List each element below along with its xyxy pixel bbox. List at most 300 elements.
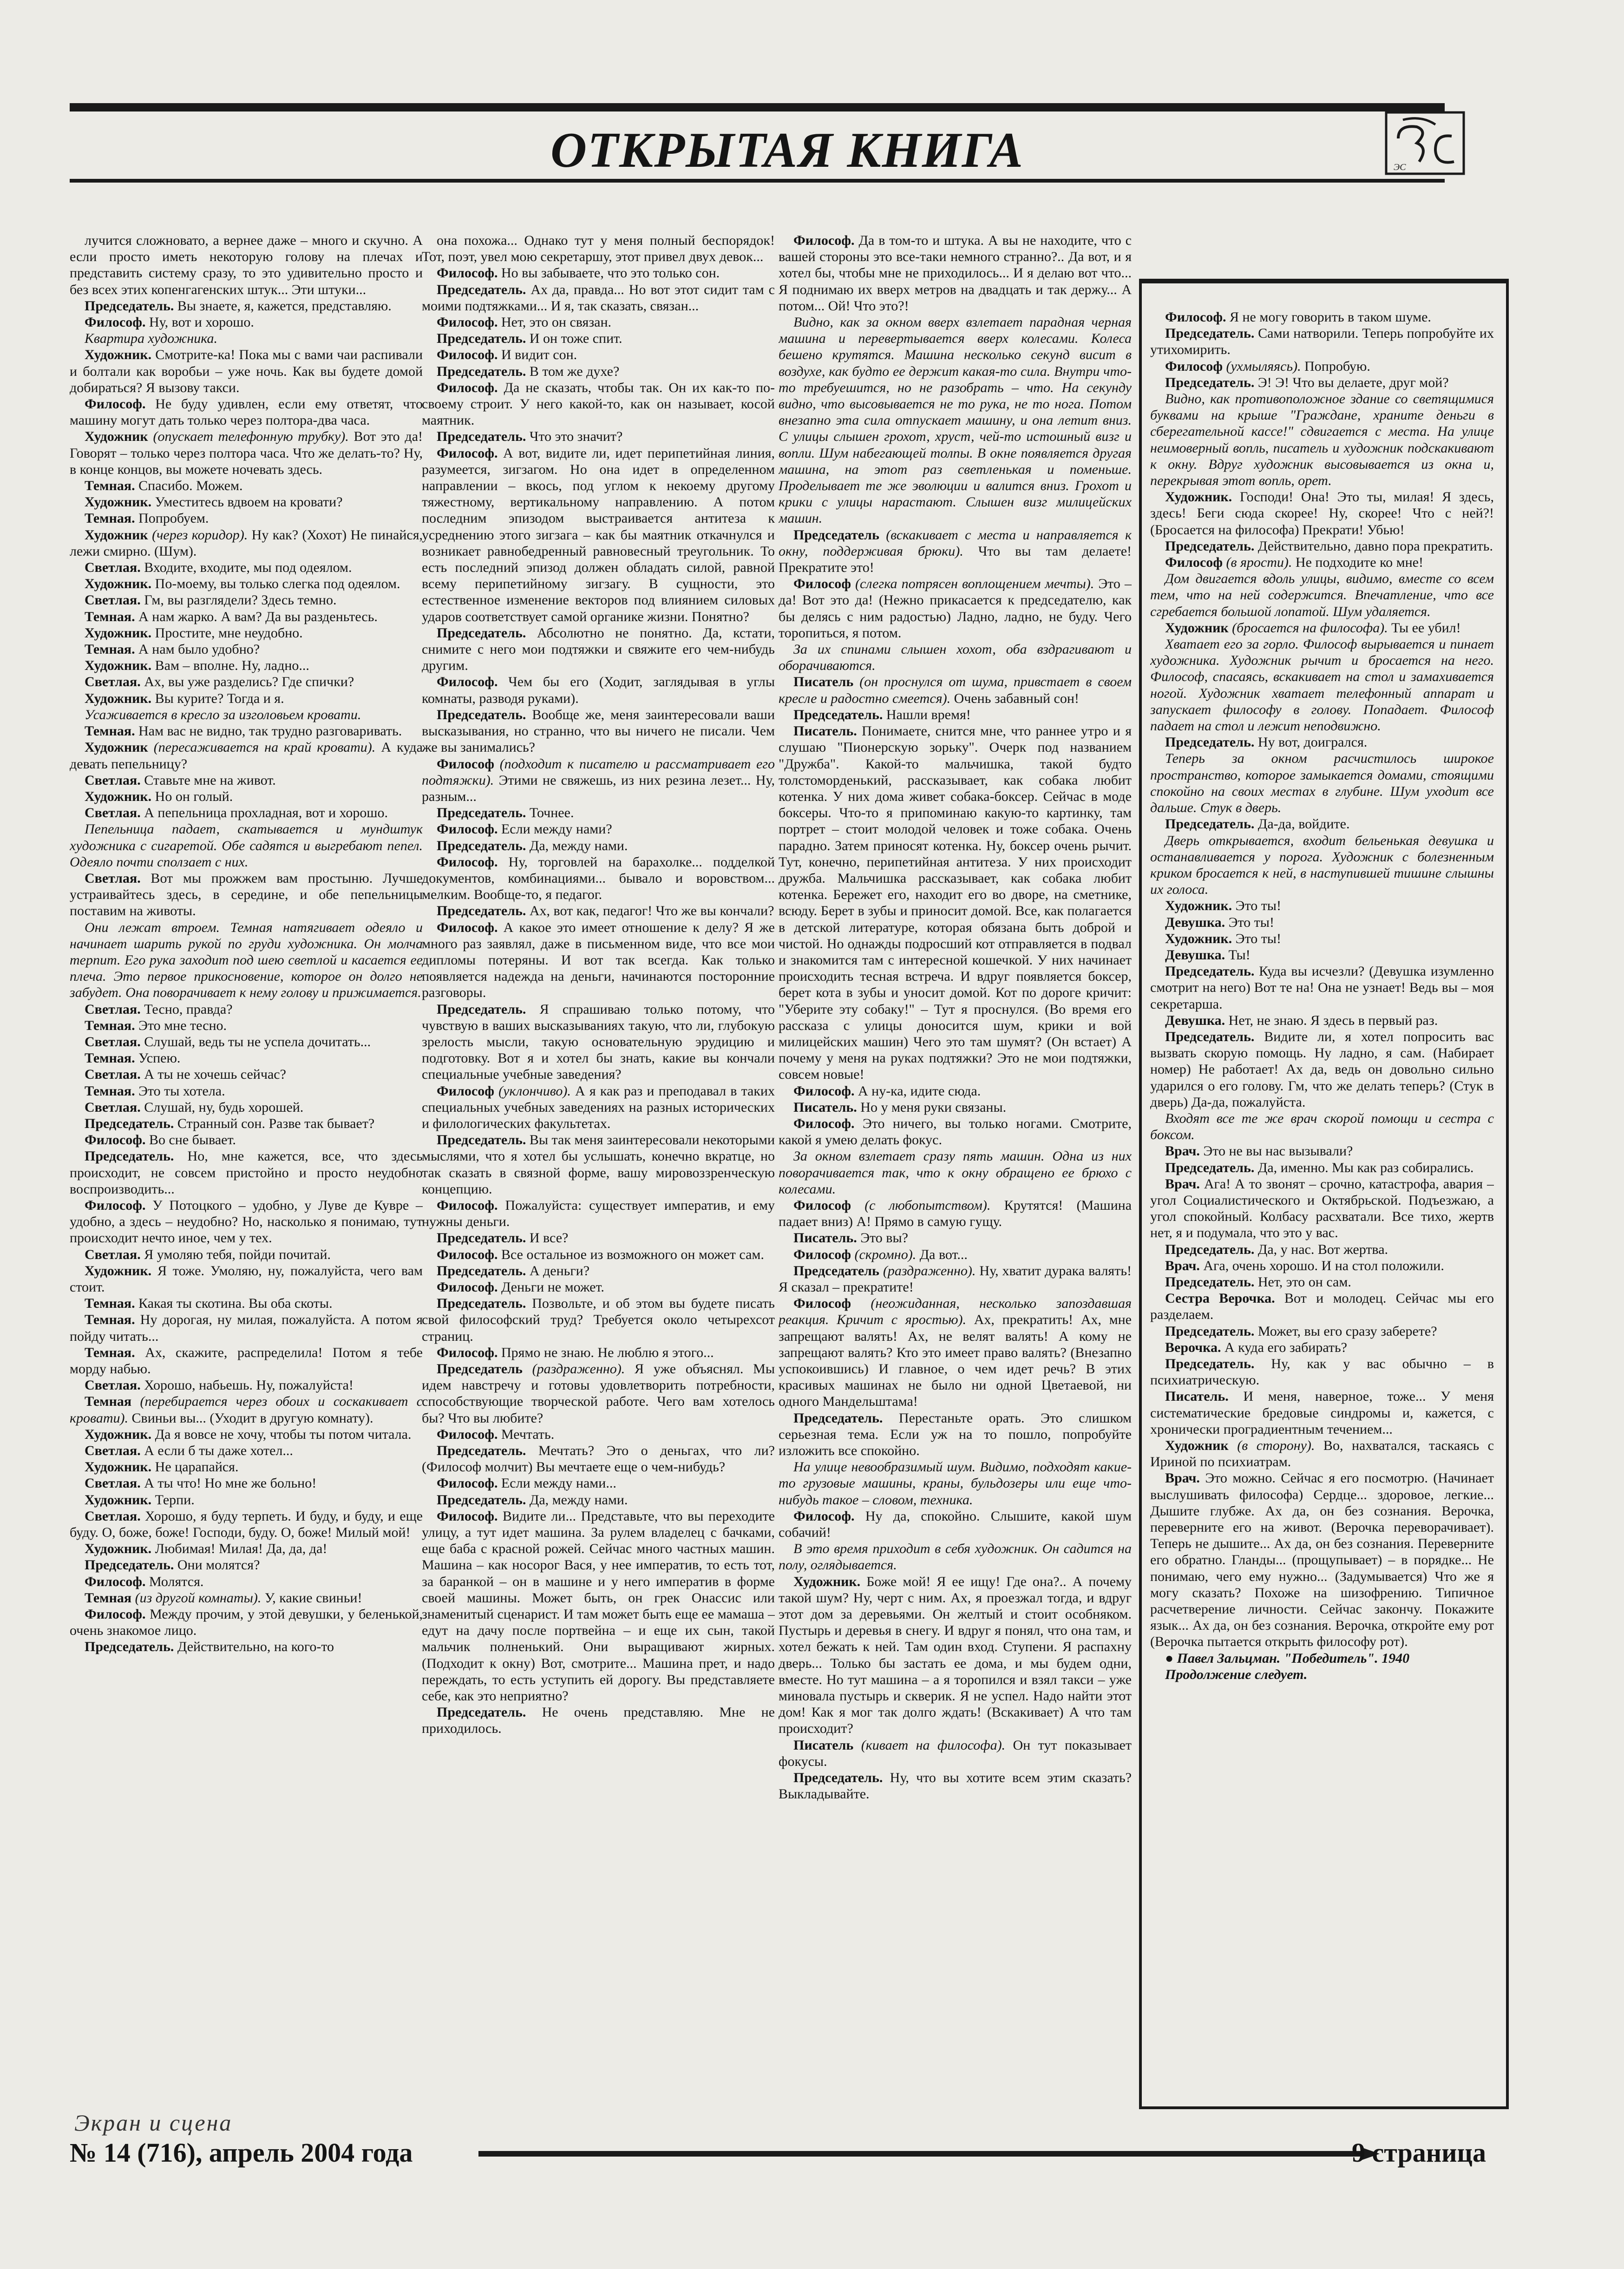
speech-text: Вы знаете, я, кажется, представляю. (174, 298, 392, 314)
speech-text: Хорошо, я буду терпеть. И буду, и буду, и еще буду. О, боже, боже! Господи, буду. О, боже! Милый мой! (70, 1508, 423, 1541)
section-title: ОТКРЫТАЯ КНИГА (550, 123, 1024, 178)
speech-text: Если между нами? (498, 821, 612, 837)
dialogue-paragraph (779, 723, 1132, 1082)
speech-text: Этими не свяжешь, из них резина лезет... Ну, разным... (422, 772, 775, 804)
dialogue-paragraph (779, 1574, 1132, 1737)
speech-text: Куда вы исчезли? (Девушка изумленно смотрит на него) Вот те на! Она не узнает! Ведь вы – моя секретарша. (1150, 964, 1494, 1012)
speech-text: Точнее. (526, 805, 574, 821)
speech-text: Вот мы прожжем вам простыню. Лучше устраивайтесь здесь, в середине, и обе пепельницы поставим на животы. (70, 870, 423, 919)
speech-text: Молятся. (145, 1574, 204, 1589)
dialogue-paragraph (779, 1115, 1132, 1148)
speech-text: Ну как? (Хохот) Не пинайся, лежи смирно. (Шум). (70, 527, 423, 559)
speech-text: Ах, вот как, педагог! Что же вы кончали? (526, 903, 774, 919)
stage-remark: (он проснулся от шума, привстает в своем кресле и радостно смеется). (779, 674, 1132, 706)
dialogue-paragraph (70, 805, 423, 821)
speaker-name: Светлая. (85, 1001, 141, 1017)
speaker-name: Светлая. (85, 1508, 141, 1524)
speech-text: Но у меня руки связаны. (857, 1099, 1007, 1115)
speaker-name: Председатель. (85, 1115, 174, 1131)
dialogue-paragraph (70, 1099, 423, 1115)
speech-text: Но вы забываете, что это только сон. (498, 265, 720, 281)
speech-text: Вам – вполне. Ну, ладно... (151, 658, 309, 674)
speaker-name: Председатель. (1165, 374, 1255, 390)
stage-direction: Квартира художника. (85, 331, 218, 347)
dialogue-paragraph (70, 494, 423, 510)
dialogue-paragraph (422, 903, 775, 919)
speaker-name: Писатель. (1165, 1389, 1229, 1404)
speech-text: А ты что! Но мне же больно! (140, 1476, 317, 1491)
dialogue-paragraph (422, 805, 775, 821)
speech-text: Перестаньте орать. Это слишком серьезная тема. Если уж на то пошло, попробуйте изложить все спокойно. (779, 1410, 1132, 1459)
speaker-name: Философ. (437, 265, 498, 281)
dialogue-paragraph (70, 1312, 423, 1344)
speech-text: Нашли время! (883, 707, 971, 722)
speech-text: Да в том-то и штука. А вы не находите, что с вашей стороны это все-таки немного странно?.. Да вот, и я хотел бы, чтобы мне не приходилось... И я делаю вот что... Я поднимаю их вверх метров на двадцать и так держу... А потом... Ой! Что это?! (779, 233, 1132, 314)
dialogue-paragraph (70, 478, 423, 494)
speaker-name: Философ. (85, 315, 146, 330)
speech-text: Да, у нас. Вот жертва. (1254, 1241, 1388, 1257)
speaker-name: Художник. (85, 1426, 152, 1442)
speech-text: Очень забавный сон! (950, 690, 1079, 706)
speech-text: А деньги? (526, 1263, 590, 1279)
speech-text: Мечтать. (498, 1426, 555, 1442)
stage-remark: (из другой комнаты). (131, 1590, 262, 1606)
speaker-name: Председатель. (1165, 964, 1255, 979)
speaker-name: Художник. (85, 1492, 152, 1508)
speaker-name: Председатель. (437, 805, 526, 821)
dialogue-paragraph (1150, 1274, 1494, 1290)
speaker-name: Философ (793, 1296, 851, 1312)
speech-text: Нет, не знаю. Я здесь в первый раз. (1225, 1012, 1438, 1028)
speech-text: А куда его забирать? (1221, 1339, 1347, 1355)
dialogue-paragraph (70, 559, 423, 576)
speech-text: Я не могу говорить в таком шуме. (1226, 309, 1431, 325)
speaker-name: Светлая. (85, 1034, 141, 1049)
dialogue-paragraph (422, 625, 775, 674)
dialogue-paragraph (422, 314, 775, 330)
speaker-name: Темная. (85, 478, 135, 494)
dialogue-paragraph (70, 609, 423, 625)
speaker-name: Светлая. (85, 674, 141, 690)
speech-text: Сами натворили. Теперь попробуйте их утихомирить. (1150, 326, 1494, 358)
stage-remark: (раздраженно). (522, 1361, 625, 1377)
dialogue-paragraph (70, 739, 423, 772)
dialogue-paragraph (779, 1295, 1132, 1410)
speech-text: Деньги не может. (498, 1279, 604, 1295)
speaker-name: Художник. (85, 788, 152, 804)
speech-text: А ты не хочешь сейчас? (140, 1067, 286, 1082)
dialogue-paragraph (70, 674, 423, 690)
speech-text: Во, нахватался, таскаясь с Ириной по психиатрам. (1150, 1438, 1494, 1470)
speaker-name: Философ (1165, 555, 1223, 571)
dialogue-paragraph (70, 314, 423, 330)
stage-remark: (скромно). (851, 1246, 917, 1262)
speaker-name: Философ. (437, 1246, 498, 1262)
speaker-name: Председатель. (437, 1492, 526, 1508)
dialogue-paragraph (422, 363, 775, 380)
dialogue-paragraph (779, 707, 1132, 723)
dialogue-paragraph (70, 1459, 423, 1475)
speech-text: Боже мой! Я ее ищу! Где она?.. А почему такой шум? Ну, черт с ним. Ах, я проезжал тогда, и вдруг этот дом за деревьями. Он желтый и стоит особняком. Пустырь и деревья в снегу. И вдруг я понял, что она там, и хотел бежать к ней. Там один вход. Ступени. Я распахну дверь... Только бы застать ее дома, и мы будем одни, вместе. Но тут машина – а я торопился и взял такси – уже миновала пустырь и скверик. Я не успел. Надо найти этот дом! Как я мог так долго ждать! (Вскакивает) А что там происходит? (779, 1574, 1132, 1737)
dialogue-paragraph (1150, 963, 1494, 1012)
dialogue-paragraph (422, 445, 775, 625)
issue-number: № 14 (716), апрель 2004 года (70, 2138, 413, 2168)
stage-remark: (опускает телефонную трубку). (148, 429, 349, 445)
dialogue-paragraph (1150, 554, 1494, 571)
speaker-name: Председатель. (1165, 1356, 1255, 1371)
speaker-name: Философ. (793, 233, 855, 248)
speaker-name: Председатель. (1165, 816, 1255, 832)
speaker-name: Художник. (1165, 931, 1232, 946)
dialogue-paragraph (1150, 1241, 1494, 1258)
speaker-name: Философ. (793, 1115, 855, 1131)
dialogue-paragraph (779, 1410, 1132, 1459)
dialogue-paragraph (70, 772, 423, 788)
speech-text: Ты ее убил! (1388, 620, 1461, 636)
speaker-name: Художник. (85, 347, 152, 363)
article-signature: ● Павел Зальцман. "Победитель". 1940 (1165, 1650, 1410, 1666)
dialogue-paragraph (70, 625, 423, 641)
stage-direction: Пепельница падает, скатывается и мундштук художника с сигаретой. Обе садятся и выгребают пепел. Одеяло почти сползает с них. (70, 821, 423, 870)
dialogue-paragraph (1150, 1176, 1494, 1241)
speaker-name: Философ. (85, 1574, 146, 1589)
speaker-name: Председатель. (437, 1132, 526, 1148)
dialogue-paragraph (70, 1426, 423, 1443)
dialogue-paragraph (422, 1508, 775, 1704)
speaker-name: Председатель. (437, 1230, 526, 1246)
speech-text: Нам вас не видно, так трудно разговаривать. (135, 723, 402, 739)
dialogue-paragraph (422, 380, 775, 429)
stage-direction: За их спинами слышен хохот, оба вздрагивают и оборачиваются. (779, 642, 1132, 674)
dialogue-paragraph (422, 1426, 775, 1443)
speaker-name: Врач. (1165, 1470, 1200, 1486)
dialogue-paragraph (422, 1279, 775, 1295)
speaker-name: Художник. (85, 625, 152, 641)
speaker-name: Председатель. (1165, 734, 1255, 750)
dialogue-paragraph (422, 1295, 775, 1344)
top-rule (70, 103, 1445, 111)
speaker-name: Председатель (793, 527, 879, 543)
speech-text: Ну дорогая, ну милая, пожалуйста. А потом я пойду читать... (70, 1312, 423, 1344)
dialogue-paragraph (422, 1361, 775, 1426)
dialogue-paragraph (779, 1083, 1132, 1099)
speech-text: Что это значит? (526, 429, 623, 445)
speaker-name: Художник. (85, 1263, 152, 1279)
dialogue-paragraph (1150, 1339, 1494, 1356)
dialogue-paragraph (422, 821, 775, 837)
stage-direction: Хватает его за горло. Философ вырывается и пинает художника. Художник рычит и бросается на него. Философ, спасаясь, вскакивает на стол и замахивается ногой. Художник хватает телефонный аппарат и запускает философу в голову. Попадает. Философ падает на стол и лежит неподвижно. (1150, 636, 1494, 734)
stage-remark: (бросается на философа). (1228, 620, 1388, 636)
speech-text: Может, вы его сразу заберете? (1254, 1323, 1437, 1339)
speech-text: А нам жарко. А вам? Да вы разденьтесь. (135, 609, 378, 624)
speaker-name: Писатель. (793, 723, 857, 739)
dialogue-paragraph (70, 1377, 423, 1393)
dialogue-paragraph (1150, 325, 1494, 358)
dialogue-paragraph (70, 1148, 423, 1197)
speaker-name: Философ. (437, 347, 498, 363)
page-number: 9 страница (1352, 2138, 1486, 2168)
speech-text: Это мне тесно. (135, 1017, 227, 1033)
dialogue-paragraph (70, 1557, 423, 1573)
publication-logo-icon (1384, 111, 1466, 176)
dialogue-paragraph (422, 1263, 775, 1279)
article-signature: Продолжение следует. (1165, 1666, 1308, 1682)
dialogue-paragraph (70, 298, 423, 314)
speech-text: А если б ты даже хотел... (140, 1443, 293, 1459)
stage-remark: (раздраженно). (879, 1263, 976, 1279)
speech-text: Терпи. (151, 1492, 195, 1508)
speaker-name: Светлая. (85, 1246, 141, 1262)
dialogue-paragraph (70, 1574, 423, 1590)
speech-text: Ну, что вы хотите всем этим сказать? Выкладывайте. (779, 1770, 1132, 1802)
speaker-name: Светлая. (85, 560, 141, 576)
speech-text: Это ты хотела. (135, 1083, 225, 1099)
dialogue-paragraph (779, 232, 1132, 314)
speech-text: Все остальное из возможного он может сам. (498, 1246, 764, 1262)
dialogue-paragraph (779, 1737, 1132, 1770)
speech-text: Спасибо. Можем. (135, 478, 243, 494)
dialogue-paragraph (70, 1492, 423, 1508)
dialogue-paragraph (1150, 374, 1494, 391)
stage-direction: На улице невообразимый шум. Видимо, подходят какие-то грузовые машины, краны, бульдозеры или еще что-нибудь такое – словом, техника. (779, 1459, 1132, 1508)
dialogue-paragraph (70, 1590, 423, 1606)
dialogue-paragraph (779, 1246, 1132, 1263)
stage-direction: Видно, как за окном вверх взлетает парадная черная машина и перевертывается вверх колесами. Колеса бешено крутятся. Машина несколько секунд висит в воздухе, как будто ее держит какая-то сила. Внутри что-то требуешится, но не разобрать – что. На секунду видно, что высовывается не то рука, не то нога. Потом внезапно эта сила отпускает машину, и она летит вниз. С улицы слышен грохот, хруст, чей-то истошный визг и вопли. Шум набегающей толпы. В окне появляется другая машина, на этот раз светленькая и поменьше. Проделывает те же эволюции и валится вниз. Грохот и крики с улицы нарастают. Слышен визг милицейских машин. (779, 315, 1132, 526)
speaker-name: Художник. (85, 658, 152, 674)
speaker-name: Художник. (1165, 898, 1232, 914)
speech-text: По-моему, вы только слегка под одеялом. (151, 576, 400, 592)
speech-text: Ты! (1225, 947, 1251, 963)
speaker-name: Философ. (437, 854, 498, 870)
speaker-name: Философ (1165, 358, 1223, 374)
speaker-name: Врач. (1165, 1176, 1200, 1192)
speaker-name: Председатель. (1165, 1160, 1255, 1175)
stage-direction: Они лежат втроем. Темная натягивает одеяло и начинает шарить рукой по груди художника. Он молча терпит. Его рука заходит под шею светлой и касается ее плеча. Это первое прикосновение, которое он долго не забудет. Она поворачивает к нему голову и прижимается. (70, 919, 423, 1001)
speech-text: Вообще же, меня заинтересовали ваши высказывания, но странно, что вы ничего не писали. Чем же вы занимались? (422, 707, 775, 755)
speech-text: Это ты! (1232, 898, 1281, 914)
speech-text: Да, между нами. (526, 1492, 628, 1508)
speech-text: Попробуем. (135, 511, 209, 526)
speech-text: Ставьте мне на живот. (140, 772, 276, 788)
dialogue-paragraph (70, 347, 423, 396)
speaker-name: Председатель. (437, 429, 526, 445)
speech-text: Это вы? (857, 1230, 908, 1246)
speech-text: Это не вы нас вызывали? (1199, 1143, 1353, 1159)
speaker-name: Светлая. (85, 772, 141, 788)
speaker-name: Председатель. (437, 1443, 526, 1459)
dialogue-paragraph (1150, 620, 1494, 636)
dialogue-paragraph (1150, 1160, 1494, 1176)
speech-text: Вы курите? Тогда и я. (151, 690, 284, 706)
speech-text: Хорошо, набьешь. Ну, пожалуйста! (140, 1377, 354, 1393)
dialogue-paragraph (779, 1197, 1132, 1230)
dialogue-paragraph (70, 1508, 423, 1541)
speaker-name: Темная. (85, 642, 135, 657)
speaker-name: Философ. (437, 1197, 498, 1213)
speaker-name: Художник. (85, 690, 152, 706)
text-column-2 (422, 232, 775, 2105)
speaker-name: Врач. (1165, 1143, 1200, 1159)
speech-text: Ну вот, доигрался. (1254, 734, 1368, 750)
stage-direction: Дом двигается вдоль улицы, видимо, вместе со всем тем, что на ней содержится. Впечатление, что все сгребается большой лопатой. Шум удаляется. (1150, 571, 1494, 619)
speech-text: Видите ли, я хотел попросить вас вызвать скорую помощь. Ну ладно, я сам. (Набирает номер) Не работает! Ах да, ведь он довольно сильно ударился о его голову. Гм, что же делать теперь? (Стук в дверь) Да-да, пожалуйста. (1150, 1029, 1494, 1110)
dialogue-paragraph (1150, 1437, 1494, 1470)
speech-text: Я умоляю тебя, пойди почитай. (140, 1246, 331, 1262)
speech-text: Ну, торговлей на барахолке... подделкой документов, комбинациями... бывало и воровством... мелким. Вообще-то, я педагог. (422, 854, 775, 903)
dialogue-paragraph (1150, 1143, 1494, 1159)
speaker-name: Светлая. (85, 870, 141, 886)
speech-text: Если между нами... (498, 1476, 616, 1491)
speaker-name: Художник. (793, 1574, 861, 1589)
speech-text: Позвольте, и об этом вы будете писать свой философский труд? Требуется около четырехсот страниц. (422, 1296, 775, 1344)
dialogue-paragraph (422, 1083, 775, 1132)
speaker-name: Художник (1165, 620, 1229, 636)
speaker-name: Философ. (793, 1508, 855, 1524)
dialogue-paragraph (70, 1197, 423, 1246)
speaker-name: Темная. (85, 723, 135, 739)
speech-text: Ну, хватит дурака валять! Я сказал – прекратите! (779, 1263, 1132, 1295)
stage-direction: В это время приходит в себя художник. Он садится на полу, оглядывается. (779, 1541, 1132, 1573)
speech-text: Не царапайся. (151, 1459, 239, 1475)
stage-remark: (кивает на философа). (853, 1737, 1006, 1753)
speaker-name: Председатель. (85, 298, 174, 314)
dialogue-paragraph (1150, 1290, 1494, 1323)
speaker-name: Философ. (437, 1476, 498, 1491)
stage-remark: (перебирается через обоих и соскакивает с кровати). (70, 1394, 423, 1426)
dialogue-paragraph (422, 265, 775, 281)
speaker-name: Темная. (85, 1083, 135, 1099)
dialogue-paragraph (422, 1230, 775, 1246)
speaker-name: Темная. (85, 1312, 135, 1328)
dialogue-paragraph (422, 1197, 775, 1230)
speaker-name: Философ (793, 1197, 851, 1213)
speech-text: Да вот... (916, 1246, 968, 1262)
dialogue-paragraph (1150, 538, 1494, 554)
dialogue-paragraph (70, 788, 423, 805)
text-column-3 (779, 232, 1132, 2105)
speaker-name: Председатель. (793, 1410, 883, 1426)
speaker-name: Сестра Верочка. (1165, 1291, 1275, 1306)
dialogue-paragraph (70, 1344, 423, 1377)
speech-text: Понимаете, снится мне, что раннее утро и я слушаю "Пионерскую зорьку". Очерк под названием "Дружба". Какой-то мальчишка, такой будто толстоморденький, рассказывает, как собака любит котенка. У них дома живет собака-боксер. Сейчас в моде боксеры. Что-то я припоминаю какую-то картинку, там портрет – стоит молодой человек и тоже собака. Очень парадно. Затем приносят котенка. Ну, боксер очень рычит. Тут, конечно, перипетийная антитеза. У них происходит дружба. Мальчишка рассказывает, как собака любит котенка. Бережет его, находит его во дворе, на сметнике, всюду. Берет в зубы и приносит домой. Все, как полагается в детской литературе, которая обязана быть доброй и чистой. Но однажды подросший кот отправляется в подвал и знакомится там с интересной кошечкой. У них начинает происходить тесная встреча. И вдруг появляется боксер, берет кота в зубы и уносит домой. Кот по дороге кричит: "Уберите эту собаку!" – Тут я проснулся. (Во время его рассказа с улицы доносится шум, крики и вой милицейских машин) Чего это там шумят? (Он встает) А почему у меня на руках подтяжки? Это не мои подтяжки, совсем новые! (779, 723, 1132, 1082)
speaker-name: Писатель (793, 674, 854, 690)
dialogue-paragraph (1150, 1012, 1494, 1029)
dialogue-paragraph (70, 428, 423, 478)
dialogue-paragraph (1150, 816, 1494, 832)
speaker-name: Философ. (437, 1344, 498, 1360)
dialogue-paragraph (1150, 947, 1494, 963)
speech-text: Ну да, спокойно. Слышите, какой шум собачий! (779, 1508, 1132, 1541)
stage-remark: (вскакивает с места и направляется к окну, поддерживая брюки). (779, 527, 1132, 559)
speech-text: Крутятся! (Машина падает вниз) А! Прямо в самую гущу. (779, 1197, 1132, 1230)
dialogue-paragraph (1150, 898, 1494, 914)
speech-text: Они молятся? (174, 1557, 260, 1573)
speaker-name: Светлая. (85, 592, 141, 608)
speech-text: А нам было удобно? (135, 642, 260, 657)
speaker-name: Председатель. (85, 1557, 174, 1573)
speaker-name: Художник. (85, 1541, 152, 1557)
logo-letters: ЭС (1394, 162, 1406, 172)
speech-text: Да не сказать, чтобы так. Он их как-то по-своему строит. У него какой-то, как он называет, косой маятник. (422, 380, 775, 428)
speech-text: А вот, видите ли, идет перипетийная линия, разумеется, зигзагом. Но она идет в определенном направлении – вкось, под углом к некоему другому тяжестному, вертикальному направлению. А потом последним эпизодом выстраивается антитеза к усреднению этого зигзага – как бы маятник откачнулся и возникает равнобедренный равновесный треугольник. То есть последний эпизод должен обладать силой, равной всему перипетийному зигзагу. В сущности, это естественное изменение векторов под влиянием силовых ударов соответствует самой органике жизни. Понятно? (422, 445, 775, 624)
dialogue-paragraph (422, 756, 775, 805)
stage-direction: Дверь открывается, входит бельенькая девушка и останавливается у порога. Художник с болезненным криком бросается к ней, в наступившей тишине слышны их голоса. (1150, 833, 1494, 898)
speaker-name: Председатель. (437, 331, 526, 347)
speech-text: Какая ты скотина. Вы оба скоты. (135, 1296, 333, 1312)
speech-text: Ах, вы уже разделись? Где спички? (140, 674, 354, 690)
speech-text: Видите ли... Представьте, что вы переходите улицу, а тут идет машина. За рулем владелец с бачками, еще баба с красной рожей. Сейчас много частных машин. Машина – как носорог Вася, у нее императив, то есть тот, за баранкой – он в машине и у него императив в форме своей машины. Может быть, он грек Онассис или знаменитый сценарист. И там может быть еще ее мамаша – едут на дачу после портвейна – и еще их сын, такой мальчик полненький. Они выращивают жирных. (Подходит к окну) Вот, смотрите... Машина прет, и надо переждать, то есть уступить ей дорогу. Вы представляете себе, как это неприятно? (422, 1508, 775, 1704)
speaker-name: Писатель. (793, 1099, 857, 1115)
speaker-name: Председатель. (85, 1639, 174, 1655)
stage-remark: (уклончиво). (494, 1083, 571, 1099)
speaker-name: Председатель. (437, 1263, 526, 1279)
speech-text: Ах, прекратить! Ах, мне запрещают валять! Ах, не велят валять! А кому не запрещают валять? Кто это имеет право валять? (Внезапно успокоившись) И главное, о чем идет речь? В этих красивых машинах не было ни одной Цветаевой, ни одного Мандельштама! (779, 1312, 1132, 1410)
speech-text: Ага, очень хорошо. И на стол положили. (1199, 1258, 1444, 1273)
speaker-name: Философ. (437, 821, 498, 837)
dialogue-paragraph (70, 1083, 423, 1099)
stage-direction: За окном взлетает сразу пять машин. Одна из них поворачивается так, что к окну обращено ее брюхо с колесами. (779, 1148, 1132, 1197)
speaker-name: Председатель. (85, 1148, 174, 1164)
speaker-name: Художник. (85, 1459, 152, 1475)
speaker-name: Художник. (1165, 489, 1232, 505)
dialogue-paragraph (1150, 914, 1494, 931)
dialogue-paragraph (70, 641, 423, 657)
speaker-name: Председатель (437, 1361, 523, 1377)
speech-text: Мечтать? Это о деньгах, что ли? (Философ молчит) Вы мечтаете еще о чем-нибудь? (422, 1443, 775, 1475)
dialogue-paragraph (70, 1001, 423, 1017)
speech-text: Это ничего, вы только ногами. Смотрите, какой я умею делать фокус. (779, 1115, 1132, 1148)
dialogue-paragraph (779, 527, 1132, 576)
speaker-name: Светлая. (85, 1476, 141, 1491)
dialogue-paragraph (422, 1001, 775, 1083)
speech-text: Ах, скажите, распределила! Потом я тебе морду набью. (70, 1344, 423, 1377)
speaker-name: Философ. (437, 919, 498, 935)
dialogue-paragraph (422, 838, 775, 854)
speech-text: Действительно, на кого-то (174, 1639, 334, 1655)
dialogue-paragraph (1150, 1323, 1494, 1339)
dialogue-paragraph (779, 674, 1132, 706)
section-header (70, 116, 1510, 190)
speech-text: Между прочим, у этой девушки, у беленькой, очень знакомое лицо. (70, 1607, 423, 1639)
speaker-name: Темная. (85, 1050, 135, 1066)
dialogue-paragraph (779, 576, 1132, 641)
speech-text: Свиньи вы... (Уходит в другую комнату). (128, 1410, 373, 1426)
speech-text: Я уже объяснял. Мы идем навстречу и готовы удовлетворить потребности, способствующие творческой работе. Чего вам хотелось бы? Что вы любите? (422, 1361, 775, 1426)
dialogue-paragraph (779, 1770, 1132, 1802)
speaker-name: Художник. (85, 494, 152, 510)
speaker-name: Художник (85, 740, 148, 755)
dialogue-paragraph (70, 396, 423, 428)
speech-text: Успею. (135, 1050, 181, 1066)
speech-text: Ага! А то звонят – срочно, катастрофа, авария – угол Социалистического и Октябрьской. Подъезжаю, а угол спокойный. Колбасу расхватали. Все тихо, жертв нет, я и подумала, что это у вас. (1150, 1176, 1494, 1241)
speech-text: Это ты! (1232, 931, 1281, 946)
stage-remark: (пересаживается на край кровати). (148, 740, 376, 755)
speech-text: Абсолютно не понятно. Да, кстати, снимите с него мои подтяжки и свяжите его чем-нибудь другим. (422, 625, 775, 674)
speaker-name: Верочка. (1165, 1339, 1221, 1355)
speaker-name: Философ. (85, 396, 146, 412)
stage-remark: (слегка потрясен воплощением мечты). (851, 576, 1094, 592)
dialogue-paragraph (1150, 1258, 1494, 1274)
speaker-name: Философ (793, 576, 851, 592)
speech-text: Гм, вы разглядели? Здесь темно. (140, 592, 337, 608)
speech-text: А какое это имеет отношение к делу? Я же много раз заявлял, даже в письменном виде, что все мои дипломы потеряны. И вот так всегда. Как только появляется надежда на деньги, начинаются посторонние разговоры. (422, 919, 775, 1001)
speaker-name: Председатель. (1165, 1029, 1255, 1044)
speaker-name: Темная. (85, 1344, 135, 1360)
speech-text: Слушай, ведь ты не успела дочитать... (140, 1034, 371, 1049)
stage-remark: (подходит к писателю и рассматривает его подтяжки). (422, 756, 775, 788)
speaker-name: Председатель. (437, 363, 526, 379)
speech-text: Ах да, правда... Но вот этот сидит там с моими подтяжками... И я, так сказать, связан... (422, 282, 775, 314)
